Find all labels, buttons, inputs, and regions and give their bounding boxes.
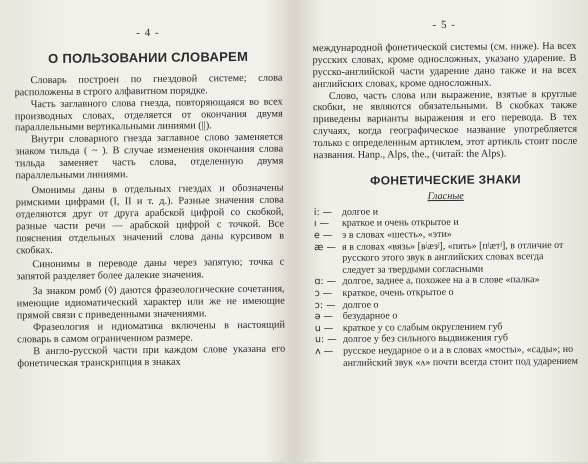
paragraph: В англо-русской части при каждом слове указана его фонетическая транскрипция в знаках [17, 343, 286, 370]
phonetic-description: краткое у со слабым округлением губ [342, 321, 503, 334]
subsection-title: Гласные [427, 190, 464, 203]
right-page [298, 0, 588, 463]
paragraph: Словарь построен по гнездовой системе; слова расположены в строго алфавитном порядке. [14, 72, 283, 99]
phonetic-description: долгое о [342, 299, 379, 311]
section-title: ФОНЕТИЧЕСКИЕ ЗНАКИ [370, 172, 522, 188]
paragraph: Синонимы в переводе даны через запятую; точка с запятой разделяет более далекие значения. [16, 256, 285, 283]
paragraph: Фразеология и идиоматика включены в настоящий словарь в самом ограниченном размере. [17, 319, 286, 346]
phonetic-symbol: ɔ — [314, 287, 333, 300]
paragraph: международной фонетической системы (см. ниже). На всех русских словах, кроме односложных, указано ударение. В русско-английской части ударение дано также и на всех английских словах, кроме односложных. [312, 40, 577, 90]
phonetic-symbol: u: — [314, 334, 337, 346]
phonetic-description: я в словах «вязь» [вʲæзʲ], «пять» [пʲæтʲ], в отличие от русского этого звук в английских словах всегда следует за твердыми согласными [342, 239, 564, 276]
paragraph: За знаком ромб (◊) даются фразеологические сочетания, имеющие идиоматический характер или же не имеющие прямой связи с приведенными значениями. [16, 283, 285, 322]
paragraph: Часть заглавного слова гнезда, повторяющаяся во всех производных словах, отделяется от окончания двумя параллельными вертикальными линиями (||). [14, 96, 283, 134]
phonetic-entry [314, 239, 578, 276]
phonetic-entry [315, 344, 579, 369]
paragraph: Омонимы даны в отдельных гнездах и обозначены римскими цифрами (I, II и т. д.). Разные значения слова отделяются друг от друга арабской цифрой со скобкой, разные части речи — арабской цифрой с точкой. Все пояснения отдельных значений слова даны курсивом в скобках. [15, 182, 285, 256]
phonetic-symbol: e — [313, 229, 333, 242]
phonetic-description: краткое и очень открытое и [341, 217, 459, 230]
phonetic-description: долгое и [341, 206, 379, 218]
phonetic-symbol: ɑ: — [314, 276, 337, 288]
phonetic-description: безударное о [342, 310, 398, 323]
page-number: - 5 - [432, 18, 456, 32]
page-title: О ПОЛЬЗОВАНИИ СЛОВАРЕМ [48, 48, 249, 66]
phonetic-description: долгое, заднее а, похожее на а в слове «палка» [342, 274, 540, 288]
phonetic-symbol: i: — [313, 206, 333, 218]
phonetic-symbol: æ — [314, 241, 337, 253]
phonetic-symbol: ɔ: — [314, 299, 336, 311]
phonetic-symbol: ʌ — [314, 345, 334, 358]
phonetic-symbol: ə — [314, 311, 334, 323]
paragraph: Внутри словарного гнезда заглавное слово заменяется знаком тильда ( ~ ). В случае изменения окончания слова тильда заменяет часть слова, отделенную двумя параллельными линиями. [15, 131, 284, 182]
page-number: - 4 - [136, 26, 160, 40]
phonetic-description: русское неударное о и а в словах «мосты», «сады»; но английский звук «ʌ» почти всегда стоит под ударением [342, 343, 578, 369]
phonetic-symbol: ı — [313, 218, 330, 230]
phonetic-description: краткое, очень открытое о [342, 286, 454, 299]
paragraph: Слово, часть слова или выражение, взятые в круглые скобки, не являются обязательными. В скобках также приведены варианты выражения и его перевода. В тех случаях, когда географическое название употребляется только с определенным артиклем, этот артикль стоит после названия. Hanp., Alps, the., (читай: the Alps). [312, 88, 578, 162]
phonetic-symbol: u — [314, 322, 334, 334]
phonetic-description: долгое у без сильного выдвижения губ [342, 332, 509, 346]
phonetic-description: э в словах «шесть», «эти» [341, 228, 452, 241]
